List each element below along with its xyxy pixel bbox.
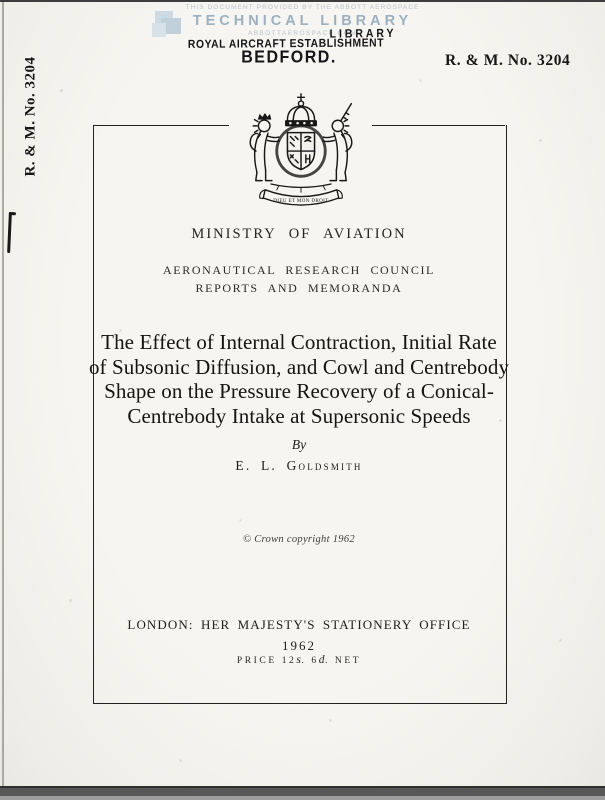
paper-texture	[0, 0, 1, 1]
ministry-heading: MINISTRY OF AVIATION	[191, 226, 407, 242]
price-pence-symbol: d	[318, 654, 325, 666]
series-heading: REPORTS AND MEMORANDA	[195, 281, 403, 295]
library-stamp-line2: ROYAL AIRCRAFT ESTABLISHMENT	[187, 36, 385, 52]
crest-motto: DIEU ET MON DROIT	[273, 198, 329, 204]
publisher-line: LONDON: HER MAJESTY'S STATIONERY OFFICE	[127, 617, 471, 632]
council-heading: AERONAUTICAL RESEARCH COUNCIL	[163, 263, 435, 277]
price-part: PRICE 12	[236, 656, 297, 666]
price-part: . 6	[301, 656, 319, 666]
report-title-line1: The Effect of Internal Contraction, Initial Rate	[101, 330, 497, 354]
price-shillings-symbol: s	[296, 654, 302, 666]
staple-mark	[7, 213, 12, 253]
royal-coat-of-arms-icon	[228, 91, 374, 215]
watermark-url: ABBOTTAEROSPACE.COM	[247, 30, 358, 38]
report-title	[88, 330, 510, 428]
report-title-line2: of Subsonic Diffusion, and Cowl and Centrebody	[88, 354, 510, 379]
imprint-year: 1962	[282, 638, 316, 653]
price-part: . NET	[324, 656, 362, 666]
price-line	[93, 654, 505, 666]
author-name: E. L. Goldsmith	[235, 458, 363, 473]
scan-edge-bottom	[0, 786, 605, 800]
scan-edge-left	[2, 2, 4, 786]
watermark-title: TECHNICAL LIBRARY	[192, 13, 413, 30]
crown-copyright-line: © Crown copyright 1962	[243, 534, 355, 545]
watermark-provider-line: THIS DOCUMENT PROVIDED BY THE ABBOTT AEROSPACE	[185, 4, 420, 11]
scan-edge-top	[0, 0, 605, 2]
report-number-top-right: R. & M. No. 3204	[445, 52, 571, 69]
watermark	[0, 4, 605, 38]
by-label: By	[291, 437, 307, 452]
report-title-line4: Centrebody Intake at Supersonic Speeds	[127, 403, 471, 428]
library-stamp-line3: BEDFORD.	[241, 48, 337, 67]
report-number-spine-text: R. & M. No. 3204	[22, 55, 39, 177]
library-stamp-line1: LIBRARY	[329, 27, 397, 41]
report-title-line3: Shape on the Pressure Recovery of a Conical-	[104, 379, 494, 403]
report-number-spine	[13, 54, 49, 178]
